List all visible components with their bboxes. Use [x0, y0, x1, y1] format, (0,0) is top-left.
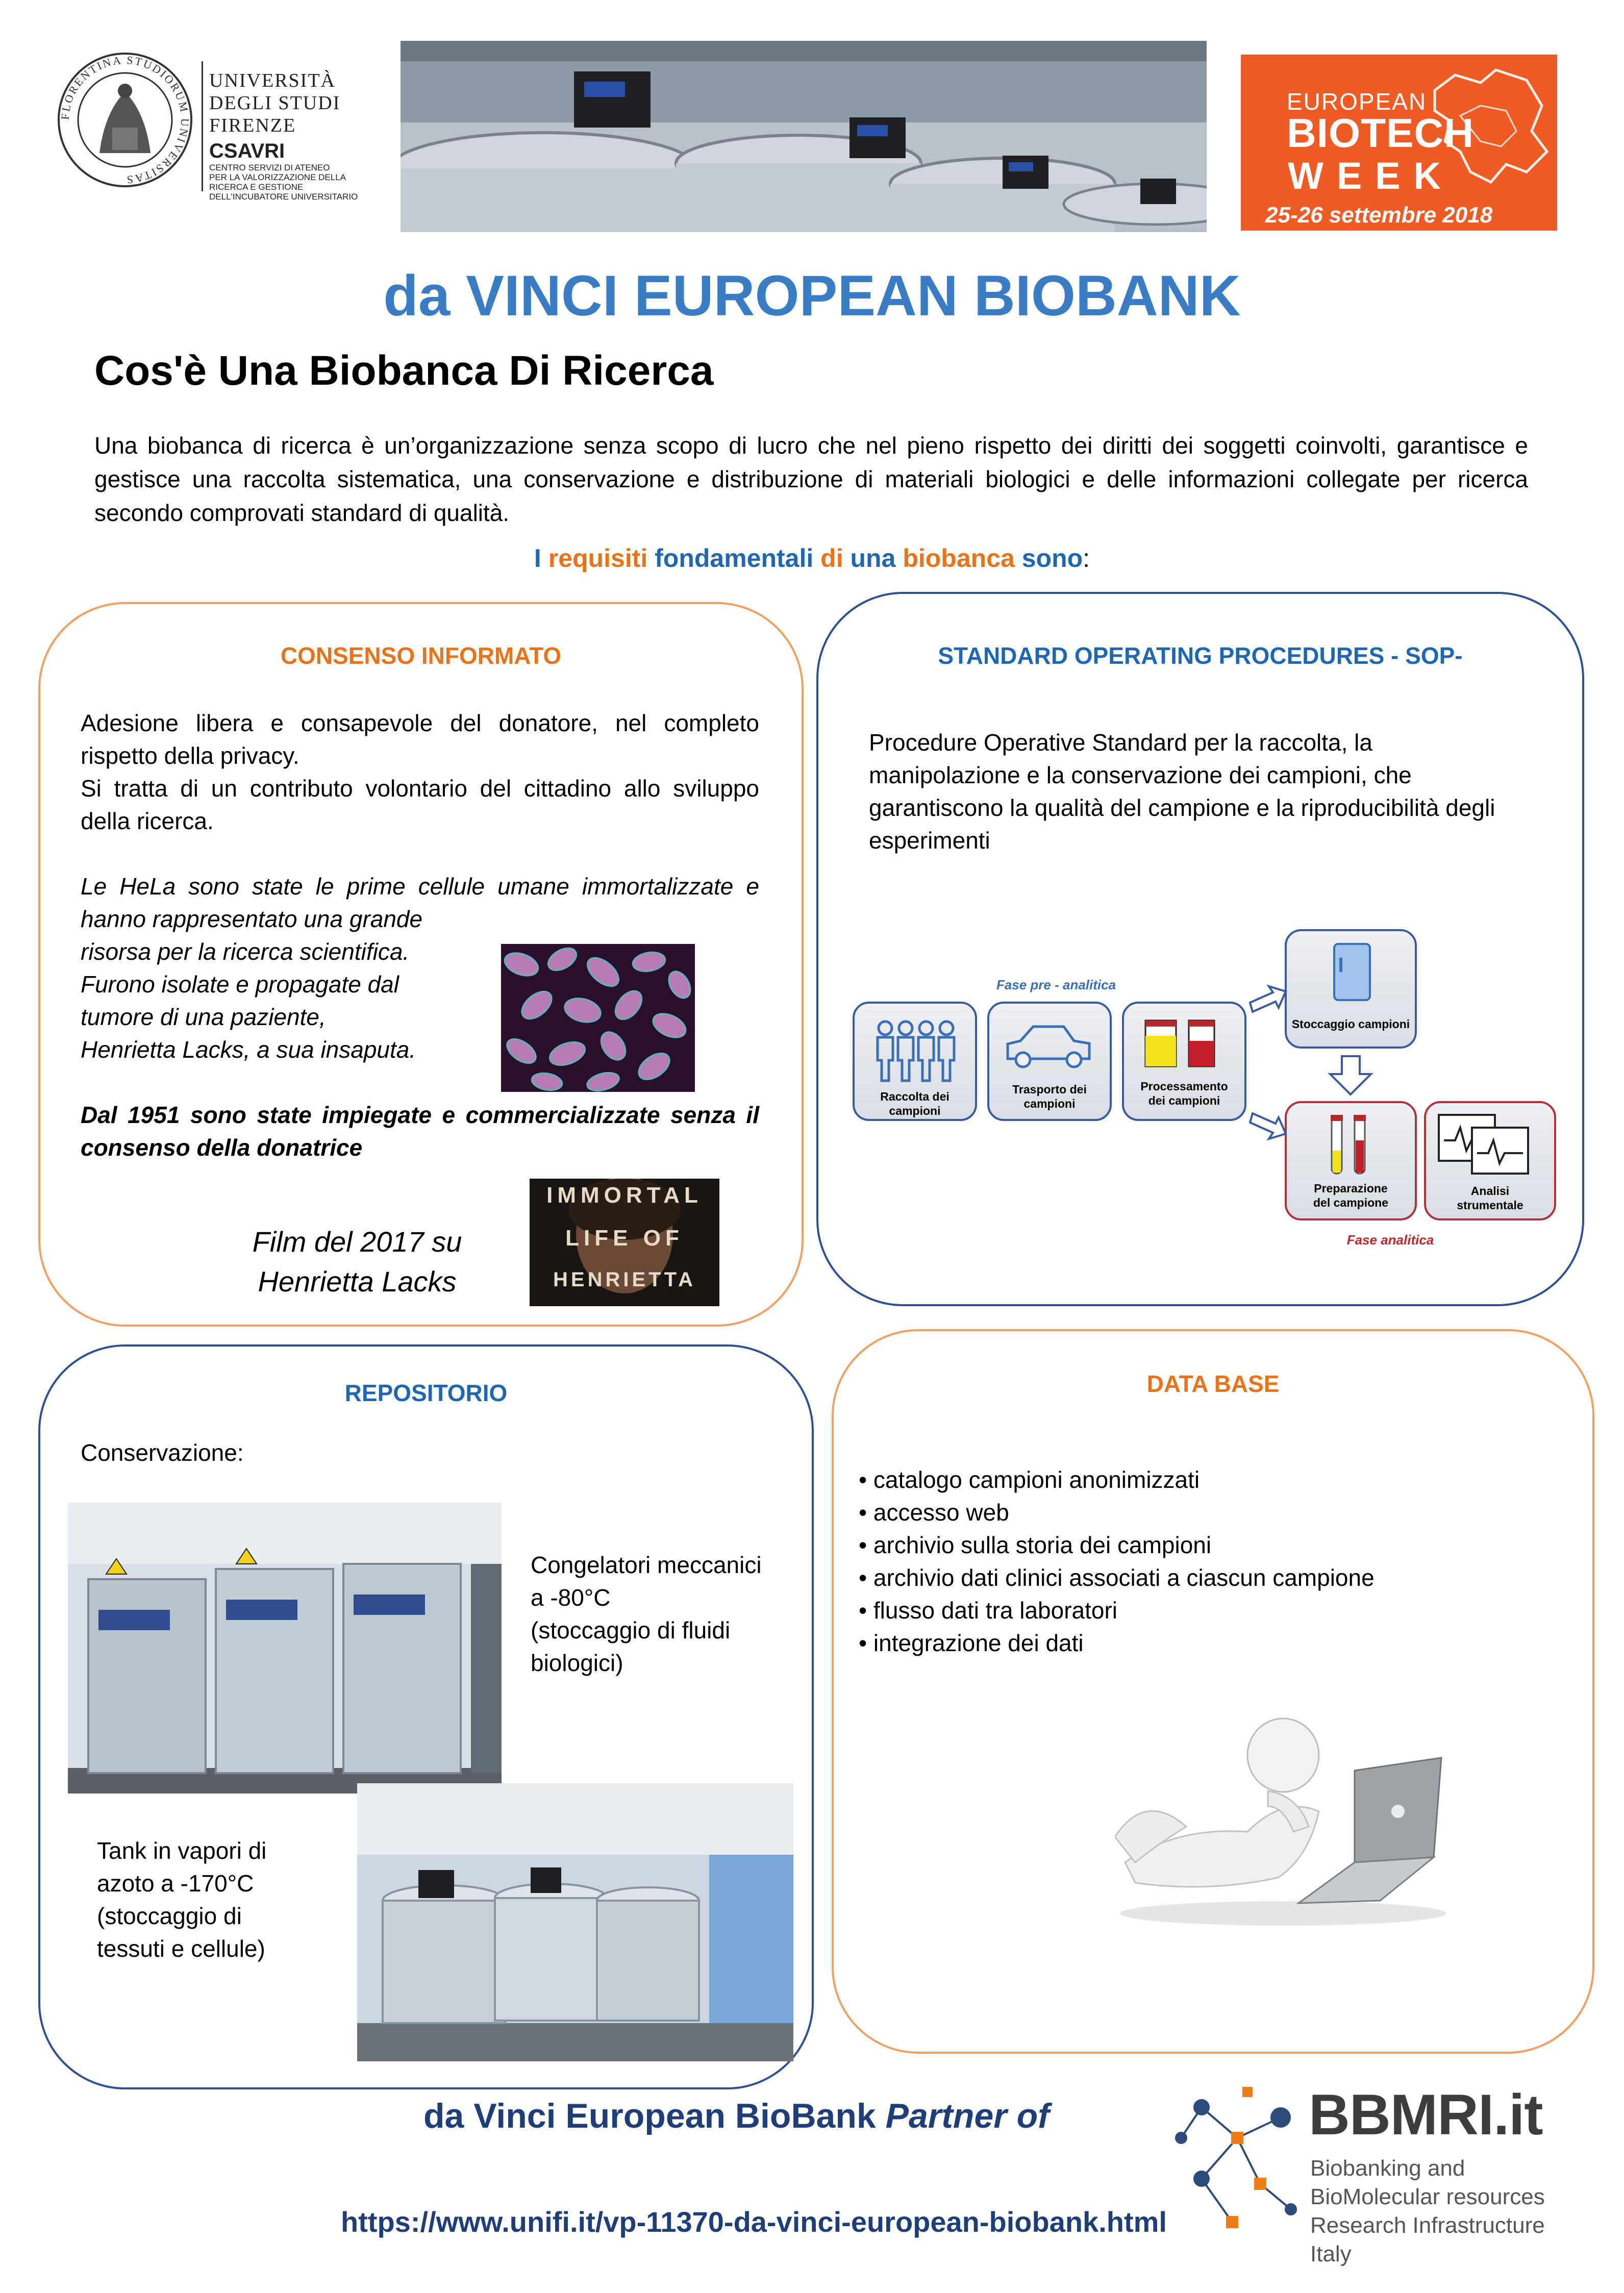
phase-pre-label: Fase pre - analitica — [996, 977, 1116, 992]
database-item: • archivio dati clinici associati a ciascun campione — [859, 1564, 1375, 1591]
tank-l2: azoto a -170°C — [97, 1870, 254, 1897]
poster-line-2: LIFE OF — [565, 1226, 684, 1251]
step-raccolta-l2: campioni — [889, 1104, 941, 1117]
step-raccolta — [854, 1089, 976, 1118]
film-caption — [214, 1222, 500, 1302]
tank-text — [97, 1834, 332, 1965]
conservazione-label: Conservazione: — [81, 1439, 244, 1466]
step-processamento-l2: dei campioni — [1148, 1094, 1220, 1107]
hela-text-4: tumore di una paziente, — [81, 1004, 326, 1030]
csavri-desc-2: PER LA VALORIZZAZIONE DELLA — [209, 172, 346, 182]
nitrogen-tanks-photo — [357, 1783, 793, 2061]
film-caption-line-2: Henrietta Lacks — [258, 1265, 457, 1298]
csavri-desc-1: CENTRO SERVIZI DI ATENEO — [209, 163, 330, 172]
phase-analytic-label: Fase analitica — [1346, 1232, 1434, 1248]
unifi-wordmark — [209, 69, 362, 202]
hela-cells-image — [501, 944, 695, 1092]
step-trasporto — [988, 1082, 1111, 1111]
consenso-p2: Si tratta di un contributo volontario del cittadino allo sviluppo della ricerca. — [81, 775, 759, 834]
req-word-5: una — [850, 544, 896, 572]
congelatori-l1: Congelatori meccanici — [531, 1552, 762, 1578]
partner-heading — [423, 2096, 1050, 2136]
database-item: • flusso dati tra laboratori — [859, 1597, 1118, 1624]
ebw-line-3: WEEK — [1288, 155, 1454, 197]
step-analisi — [1425, 1184, 1555, 1212]
congelatori-l2: a -80°C — [531, 1584, 611, 1611]
european-biotech-week-logo — [1241, 55, 1557, 231]
step-processamento-l1: Processamento — [1140, 1080, 1228, 1093]
main-title: da VINCI EUROPEAN BIOBANK — [383, 264, 1241, 328]
partner-main-text: da Vinci European BioBank — [423, 2097, 886, 2135]
req-word-2: requisiti — [548, 544, 648, 572]
sop-text: Procedure Operative Standard per la raccolta, la manipolazione e la conservazione dei campioni, che garantiscono la qualità del campione e la riproducibilità degli esperimenti — [869, 729, 1495, 854]
freezers-photo — [68, 1503, 502, 1793]
database-title: DATA BASE — [1146, 1370, 1280, 1397]
req-word-6: biobanca — [903, 544, 1015, 572]
sop-title: STANDARD OPERATING PROCEDURES - SOP- — [938, 642, 1463, 669]
database-list — [859, 1463, 1573, 1659]
step-stoccaggio-l1: Stoccaggio campioni — [1291, 1017, 1410, 1031]
ebw-line-1: EUROPEAN — [1287, 88, 1427, 115]
biobank-url-link[interactable]: https://www.unifi.it/vp-11370-da-vinci-european-biobank.html — [341, 2206, 1167, 2238]
film-poster-image — [530, 1179, 719, 1306]
section-subtitle: Cos'è Una Biobanca Di Ricerca — [94, 347, 714, 394]
hela-text-1: Le HeLa sono state le prime cellule umane immortalizzate e hanno rappresentato una grande — [81, 873, 759, 932]
step-trasporto-l2: campioni — [1023, 1097, 1076, 1110]
unifi-line-1: UNIVERSITÀ — [209, 70, 336, 91]
bbmri-desc-l3: Research Infrastructure — [1310, 2213, 1545, 2238]
ebw-date: 25-26 settembre 2018 — [1265, 203, 1493, 228]
step-raccolta-l1: Raccolta dei — [880, 1090, 950, 1103]
congelatori-text — [531, 1549, 806, 1679]
tank-l3: (stoccaggio di — [97, 1903, 242, 1929]
bbmri-desc-l2: BioMolecular resources — [1310, 2184, 1545, 2209]
film-caption-line-1: Film del 2017 su — [252, 1226, 462, 1258]
step-analisi-l2: strumentale — [1457, 1199, 1523, 1212]
bbmri-network-logo-icon — [1171, 2077, 1304, 2240]
hela-text-3: Furono isolate e propagate dal — [81, 971, 399, 998]
hela-text-5: Henrietta Lacks, a sua insaputa. — [81, 1036, 416, 1063]
req-word-3: fondamentali — [655, 544, 814, 572]
congelatori-l3: (stoccaggio di fluidi — [531, 1617, 731, 1643]
svg-text:FLORENTINA STUDIORUM UNIVERSIT: FLORENTINA STUDIORUM UNIVERSITAS — [58, 53, 192, 187]
database-item: • accesso web — [859, 1499, 1009, 1526]
csavri-desc-4: DELL'INCUBATORE UNIVERSITARIO — [209, 192, 358, 202]
consenso-bold-text: Dal 1951 sono state impiegate e commercializzate senza il consenso della donatrice — [81, 1102, 759, 1161]
req-word-4: di — [820, 544, 843, 572]
unifi-logo — [56, 51, 358, 202]
req-word-1: I — [534, 544, 541, 572]
hela-text-2: risorsa per la ricerca scientifica. — [81, 938, 410, 965]
bbmri-description — [1310, 2154, 1545, 2269]
step-stoccaggio — [1286, 1017, 1416, 1031]
intro-paragraph: Una biobanca di ricerca è un’organizzazione senza scopo di lucro che nel pieno rispetto dei diritti dei soggetti coinvolti, garantisce e gestisce una raccolta sistematica, una conservazione e distribuzione di materiali biologici e delle informazioni collegate per ricerca secondo comprovati standard di qualità. — [94, 432, 1528, 526]
bbmri-desc-l1: Biobanking and — [1310, 2156, 1465, 2181]
csavri-desc-3: RICERCA E GESTIONE — [209, 182, 304, 192]
step-preparazione-l1: Preparazione — [1314, 1182, 1388, 1195]
req-word-7: sono — [1021, 544, 1083, 572]
step-analisi-l1: Analisi — [1470, 1184, 1510, 1198]
repositorio-title: REPOSITORIO — [344, 1380, 508, 1406]
tank-l4: tessuti e cellule) — [97, 1935, 265, 1962]
poster-line-1: IMMORTAL — [546, 1183, 703, 1208]
university-seal-icon — [56, 51, 194, 189]
step-preparazione-l2: del campione — [1313, 1196, 1388, 1209]
unifi-line-2: DEGLI STUDI — [209, 92, 341, 114]
step-processamento — [1123, 1079, 1245, 1108]
database-item: • catalogo campioni anonimizzati — [859, 1466, 1200, 1493]
step-trasporto-l1: Trasporto dei — [1012, 1083, 1087, 1096]
database-item: • archivio sulla storia dei campioni — [859, 1532, 1212, 1558]
bbmri-desc-l4: Italy — [1310, 2241, 1352, 2266]
congelatori-l4: biologici) — [531, 1650, 623, 1676]
req-colon: : — [1083, 544, 1090, 572]
person-with-laptop-illustration — [1115, 1709, 1462, 1929]
consenso-title: CONSENSO INFORMATO — [280, 642, 562, 669]
step-preparazione — [1286, 1181, 1416, 1210]
poster-line-3: HENRIETTA — [553, 1268, 696, 1291]
unifi-line-3: FIRENZE — [209, 115, 296, 136]
partner-italic-text: Partner of — [885, 2097, 1050, 2135]
csavri-label: CSAVRI — [209, 140, 285, 162]
sop-flow-diagram — [850, 926, 1564, 1273]
consenso-p1: Adesione libera e consapevole del donatore, nel completo rispetto della privacy. — [81, 710, 759, 769]
database-item: • integrazione dei dati — [859, 1630, 1084, 1656]
panel-database — [832, 1329, 1594, 2054]
logo-divider — [202, 61, 203, 191]
tank-l1: Tank in vapori di — [97, 1837, 267, 1864]
bbmri-title: BBMRI.it — [1309, 2083, 1543, 2147]
freezer-icon — [1334, 944, 1370, 1000]
requisiti-heading — [0, 543, 1624, 573]
ebw-line-2: BIOTECH — [1287, 110, 1474, 156]
header-photo-tanks — [401, 41, 1207, 232]
